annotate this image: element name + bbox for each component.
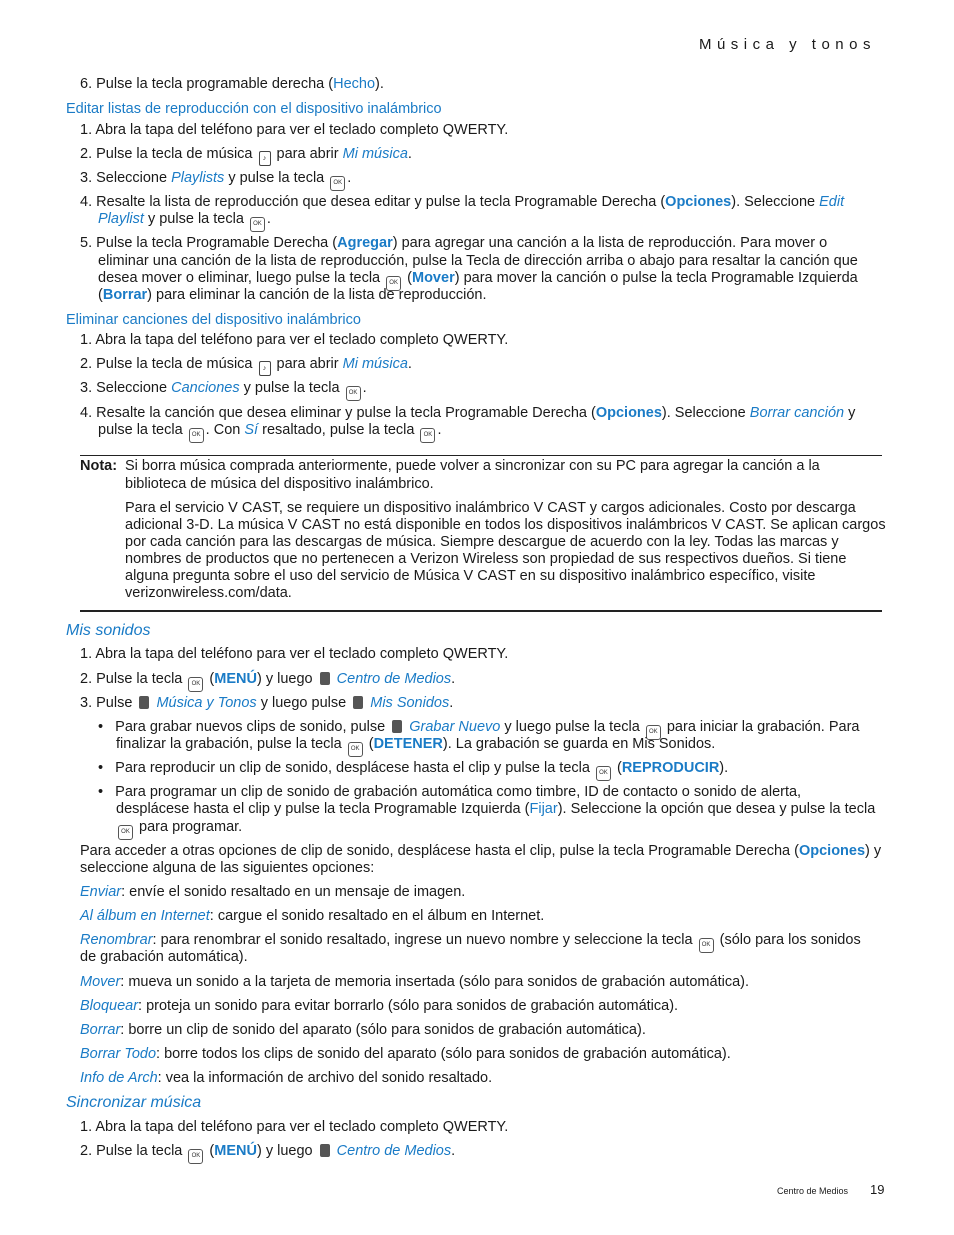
bullet-1: • Para grabar nuevos clips de sonido, pulse Grabar Nuevo y luego pulse la tecla OK para iniciar la grabación. Para: [98, 719, 860, 740]
section-heading-delete: Eliminar canciones del dispositivo inalámbrico: [66, 312, 361, 328]
media-center-icon: [139, 696, 149, 709]
bullet-3: • Para programar un clip de sonido de grabación automática como timbre, ID de contacto o sonido de alerta,: [98, 784, 802, 800]
ok-key-icon: OK: [348, 742, 363, 757]
step-text: 6. Pulse la tecla programable derecha (: [80, 76, 334, 92]
sync-step-2: 2. Pulse la tecla OK (MENÚ) y luego Centro de Medios.: [80, 1143, 455, 1164]
bullet-2: • Para reproducir un clip de sonido, desplácese hasta el clip y pulse la tecla OK (REPRODUCIR).: [98, 760, 728, 781]
ok-key-icon: OK: [646, 725, 661, 740]
option-borrar: Borrar: borre un clip de sonido del aparato (sólo para sonidos de grabación automática).: [80, 1022, 646, 1038]
mis-step-2: 2. Pulse la tecla OK (MENÚ) y luego Centro de Medios.: [80, 671, 455, 692]
option-mover: Mover: mueva un sonido a la tarjeta de memoria insertada (sólo para sonidos de grabación automática).: [80, 974, 749, 990]
step-text: ).: [375, 76, 384, 92]
del-step-1: 1. Abra la tapa del teléfono para ver el teclado completo QWERTY.: [80, 332, 509, 348]
option-enviar: Enviar: envíe el sonido resaltado en un mensaje de imagen.: [80, 884, 466, 900]
note-p2-line6: verizonwireless.com/data.: [125, 585, 292, 601]
note-bottom-rule: [80, 610, 882, 612]
subheading-mis-sonidos: Mis sonidos: [66, 622, 151, 639]
subheading-sincronizar: Sincronizar música: [66, 1094, 202, 1111]
edit-step-5-line3: desea mover o eliminar, luego pulse la tecla OK (Mover) para mover la canción o pulse la tecla Programable Izquierda: [98, 270, 858, 291]
note-p1-line2: biblioteca de música del dispositivo inalámbrico.: [125, 476, 434, 492]
music-key-icon: ♪: [259, 361, 271, 376]
note-label: Nota:: [80, 458, 118, 474]
option-bloquear: Bloquear: proteja un sonido para evitar borrarlo (sólo para sonidos de grabación automática).: [80, 998, 679, 1014]
sync-step-1: 1. Abra la tapa del teléfono para ver el teclado completo QWERTY.: [80, 1119, 509, 1135]
section-heading-edit: Editar listas de reproducción con el dispositivo inalámbrico: [66, 101, 442, 117]
option-info: Info de Arch: vea la información de archivo del sonido resaltado.: [80, 1070, 493, 1086]
mis-step-1: 1. Abra la tapa del teléfono para ver el teclado completo QWERTY.: [80, 646, 509, 662]
ok-key-icon: OK: [330, 176, 345, 191]
ok-key-icon: OK: [250, 217, 265, 232]
edit-step-4: 4. Resalte la lista de reproducción que desea editar y pulse la tecla Programable Derecha (Opciones). Seleccione Edit: [80, 194, 845, 210]
del-step-2: 2. Pulse la tecla de música ♪ para abrir Mi música.: [80, 356, 412, 376]
note-p2-line3: por cada canción para las descargas de música. Siempre descargue de acuerdo con la ley. Todas las marcas y: [125, 534, 839, 550]
edit-step-5: 5. Pulse la tecla Programable Derecha (Agregar) para agregar una canción a la lista de reproducción. Para mover o: [80, 235, 828, 251]
media-center-icon: [353, 696, 363, 709]
ok-key-icon: OK: [188, 677, 203, 692]
ok-key-icon: OK: [386, 276, 401, 291]
ok-key-icon: OK: [420, 428, 435, 443]
softkey-label: Hecho: [333, 76, 376, 92]
ok-key-icon: OK: [118, 825, 133, 840]
note-p1-line1: Si borra música comprada anteriormente, puede volver a sincronizar con su PC para agregar la canción a la: [125, 458, 820, 474]
running-header: Música y tonos: [698, 36, 876, 53]
note-p2-line2: adicional 3-D. La música V CAST no está disponible en todos los dispositivos inalámbricos V CAST. Se aplican cargos: [125, 517, 886, 533]
ok-key-icon: OK: [596, 766, 611, 781]
step-6: [80, 76, 384, 92]
edit-step-3: 3. Seleccione Playlists y pulse la tecla OK .: [80, 170, 351, 191]
ok-key-icon: OK: [346, 386, 361, 401]
bullet-1-cont: finalizar la grabación, pulse la tecla OK (DETENER). La grabación se guarda en Mis Sonidos.: [116, 736, 715, 757]
del-step-3: 3. Seleccione Canciones y pulse la tecla OK .: [80, 380, 367, 401]
bullet-3-line2: desplácese hasta el clip y pulse la tecla Programable Izquierda (Fijar). Seleccione la opción que desea y pulse la tecla: [116, 801, 876, 817]
edit-step-1: 1. Abra la tapa del teléfono para ver el teclado completo QWERTY.: [80, 122, 509, 138]
note-top-rule: [80, 455, 882, 456]
edit-step-5-line2: eliminar una canción de la lista de reproducción, pulse la Tecla de dirección arriba o abajo para resaltar la canción que: [98, 253, 858, 269]
note-p2-line5: alguna pregunta sobre el uso del servicio de Música V CAST en su dispositivo inalámbrico específico, visite: [125, 568, 816, 584]
note-p2-line4: nombres de productos que no pertenecen a Verizon Wireless son propiedad de sus respectivos dueños. Si tiene: [125, 551, 847, 567]
footer-section-name: Centro de Medios: [777, 1186, 849, 1196]
del-step-4: 4. Resalte la canción que desea eliminar y pulse la tecla Programable Derecha (Opciones). Seleccione Borrar canción y: [80, 405, 856, 421]
page-number: 19: [870, 1182, 885, 1197]
mis-step-3: 3. Pulse Música y Tonos y luego pulse Mis Sonidos.: [80, 695, 454, 711]
edit-step-4-cont: Playlist y pulse la tecla OK .: [98, 211, 271, 232]
edit-step-5-line4: (Borrar) para eliminar la canción de la lista de reproducción.: [98, 287, 487, 303]
options-intro-line1: Para acceder a otras opciones de clip de sonido, desplácese hasta el clip, pulse la tecla Programable Derecha (Opciones) y: [80, 843, 882, 859]
option-renombrar-cont: de grabación automática).: [80, 949, 248, 965]
bullet-3-line3: OK para programar.: [116, 819, 242, 840]
note-p2-line1: Para el servicio V CAST, se requiere un dispositivo inalámbrico V CAST y cargos adicionales. Costo por descarga: [125, 500, 856, 516]
del-step-4-cont: pulse la tecla OK . Con Sí resaltado, pulse la tecla OK .: [98, 422, 442, 443]
media-center-icon: [320, 1144, 330, 1157]
options-intro-line2: seleccione alguna de las siguientes opciones:: [80, 860, 375, 876]
option-renombrar: Renombrar: para renombrar el sonido resaltado, ingrese un nuevo nombre y seleccione la tecla OK (sólo para los sonidos: [80, 932, 861, 953]
ok-key-icon: OK: [699, 938, 714, 953]
record-icon: [392, 720, 402, 733]
music-key-icon: ♪: [259, 151, 271, 166]
menu-item-label: Mi música: [342, 146, 408, 162]
media-center-icon: [320, 672, 330, 685]
ok-key-icon: OK: [189, 428, 204, 443]
edit-step-2: 2. Pulse la tecla de música ♪ para abrir Mi música.: [80, 146, 412, 166]
option-borrar-todo: Borrar Todo: borre todos los clips de sonido del aparato (sólo para sonidos de grabación automática).: [80, 1046, 731, 1062]
ok-key-icon: OK: [188, 1149, 203, 1164]
option-album: Al álbum en Internet: cargue el sonido resaltado en el álbum en Internet.: [80, 908, 545, 924]
